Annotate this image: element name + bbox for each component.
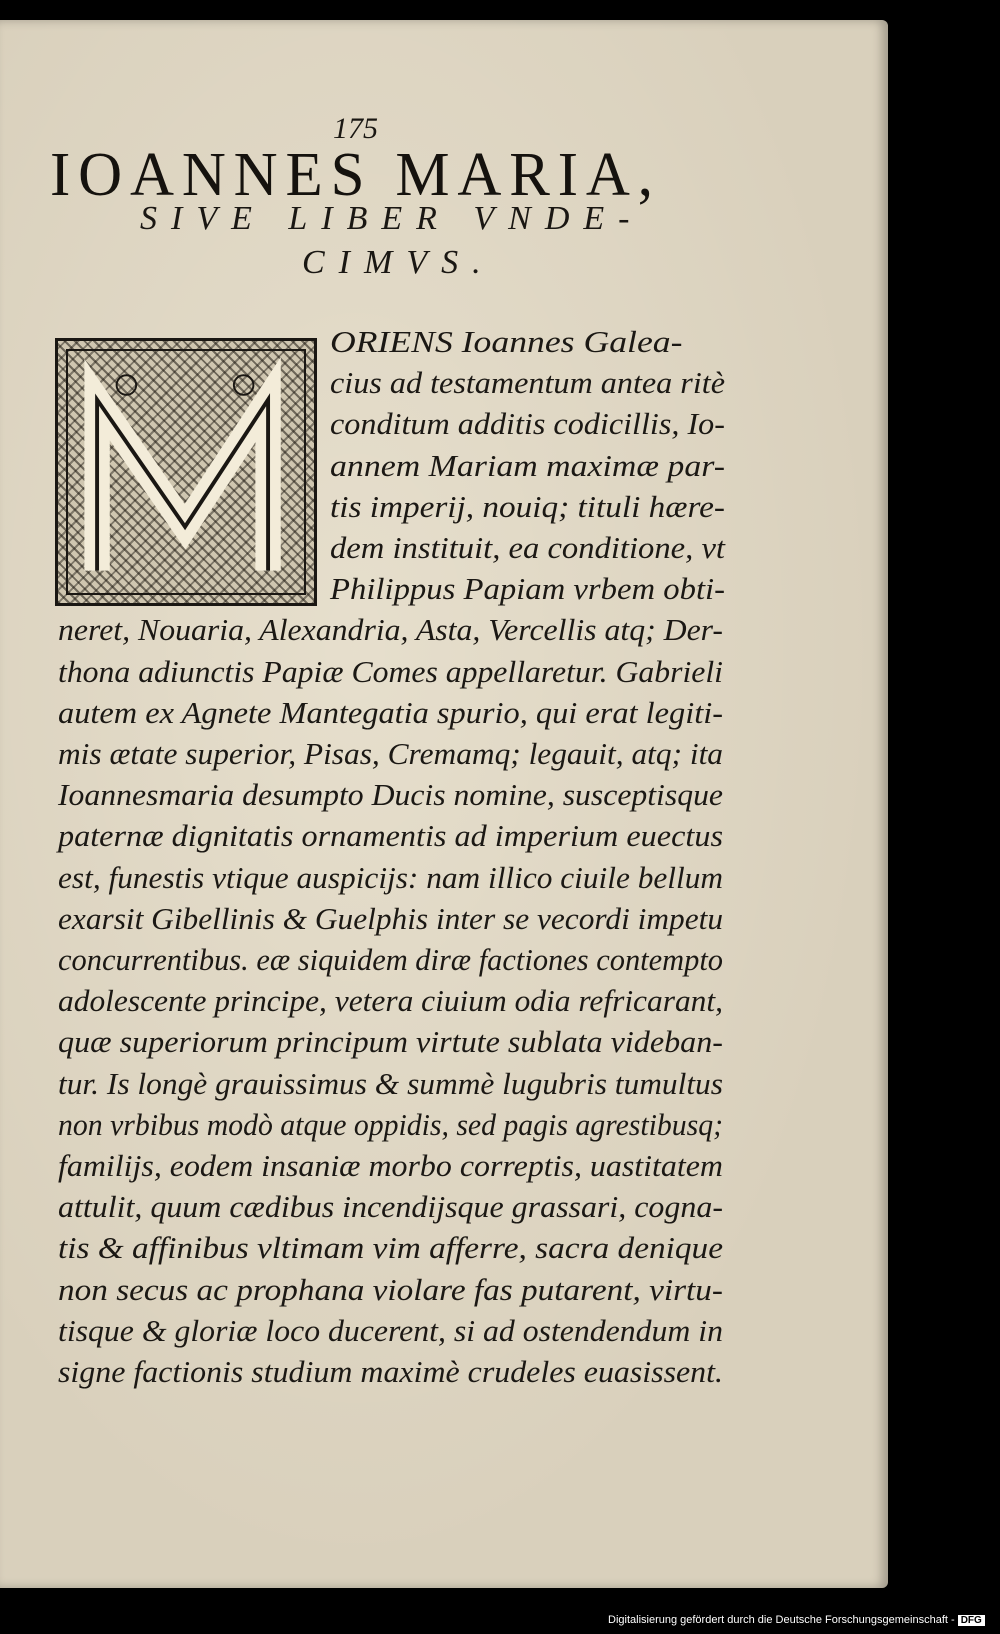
text-line: non vrbibus modò atque oppidis, sed pagis agrestibusq; [58, 1106, 723, 1142]
text-line: dem instituit, ea conditione, vt [330, 530, 725, 565]
text-line: attulit, quum cædibus incendijsque grassari, cogna- [58, 1189, 723, 1225]
text-line: adolescente principe, vetera ciuium odia refricarant, [58, 983, 723, 1019]
text-line: thona adiunctis Papiæ Comes appellaretur. Gabrieli [58, 653, 723, 689]
text-line: autem ex Agnete Mantegatia spurio, qui erat legiti- [58, 694, 723, 730]
text-line: familijs, eodem insaniæ morbo correptis, uastitatem [58, 1148, 723, 1183]
initial-letter-m [58, 341, 314, 603]
text-line: ORIENS Ioannes Galea- [330, 324, 683, 359]
dfg-credit [608, 1614, 985, 1626]
dfg-logo: DFG [958, 1615, 985, 1626]
chapter-subtitle-line-1: SIVE LIBER VNDE- [140, 200, 644, 237]
text-line: Philippus Papiam vrbem obti- [330, 571, 725, 607]
text-line: est, funestis vtique auspicijs: nam illico ciuile bellum [58, 859, 723, 895]
chapter-title: IOANNES MARIA, [50, 141, 661, 209]
text-line: tur. Is longè grauissimus & summè lugubris tumultus [58, 1065, 724, 1101]
text-line: tis & affinibus vltimam vim afferre, sacra denique [58, 1230, 723, 1266]
text-line: signe factionis studium maximè crudeles euasissent. [58, 1354, 723, 1389]
text-line: paternæ dignitatis ornamentis ad imperium euectus [58, 818, 723, 854]
text-line: cius ad testamentum antea ritè [330, 365, 725, 401]
text-line: non secus ac prophana violare fas putarent, virtu- [58, 1271, 723, 1307]
text-line: conditum additis codicillis, Io- [330, 406, 725, 442]
text-line: neret, Nouaria, Alexandria, Asta, Vercellis atq; Der- [58, 612, 723, 648]
text-line: tisque & gloriæ loco ducerent, si ad ostendendum in [58, 1312, 723, 1348]
text-line: Ioannesmaria desumpto Ducis nomine, susceptisque [58, 777, 723, 813]
text-line: annem Mariam maximæ par- [330, 447, 725, 483]
text-line: exarsit Gibellinis & Guelphis inter se vecordi impetu [58, 900, 724, 936]
decorated-initial [55, 338, 317, 606]
chapter-subtitle-line-2: CIMVS. [302, 244, 495, 281]
text-line: tis imperij, nouiq; tituli hære- [330, 488, 725, 524]
page-number: 175 [333, 112, 378, 145]
dfg-credit-text: Digitalisierung gefördert durch die Deutsche Forschungsgemeinschaft - [608, 1614, 955, 1626]
text-line: mis ætate superior, Pisas, Cremamq; legauit, atq; ita [58, 736, 723, 771]
text-line: quæ superiorum principum virtute sublata videban- [58, 1024, 723, 1060]
text-line: concurrentibus. eæ siquidem diræ factiones contempto [58, 942, 723, 977]
